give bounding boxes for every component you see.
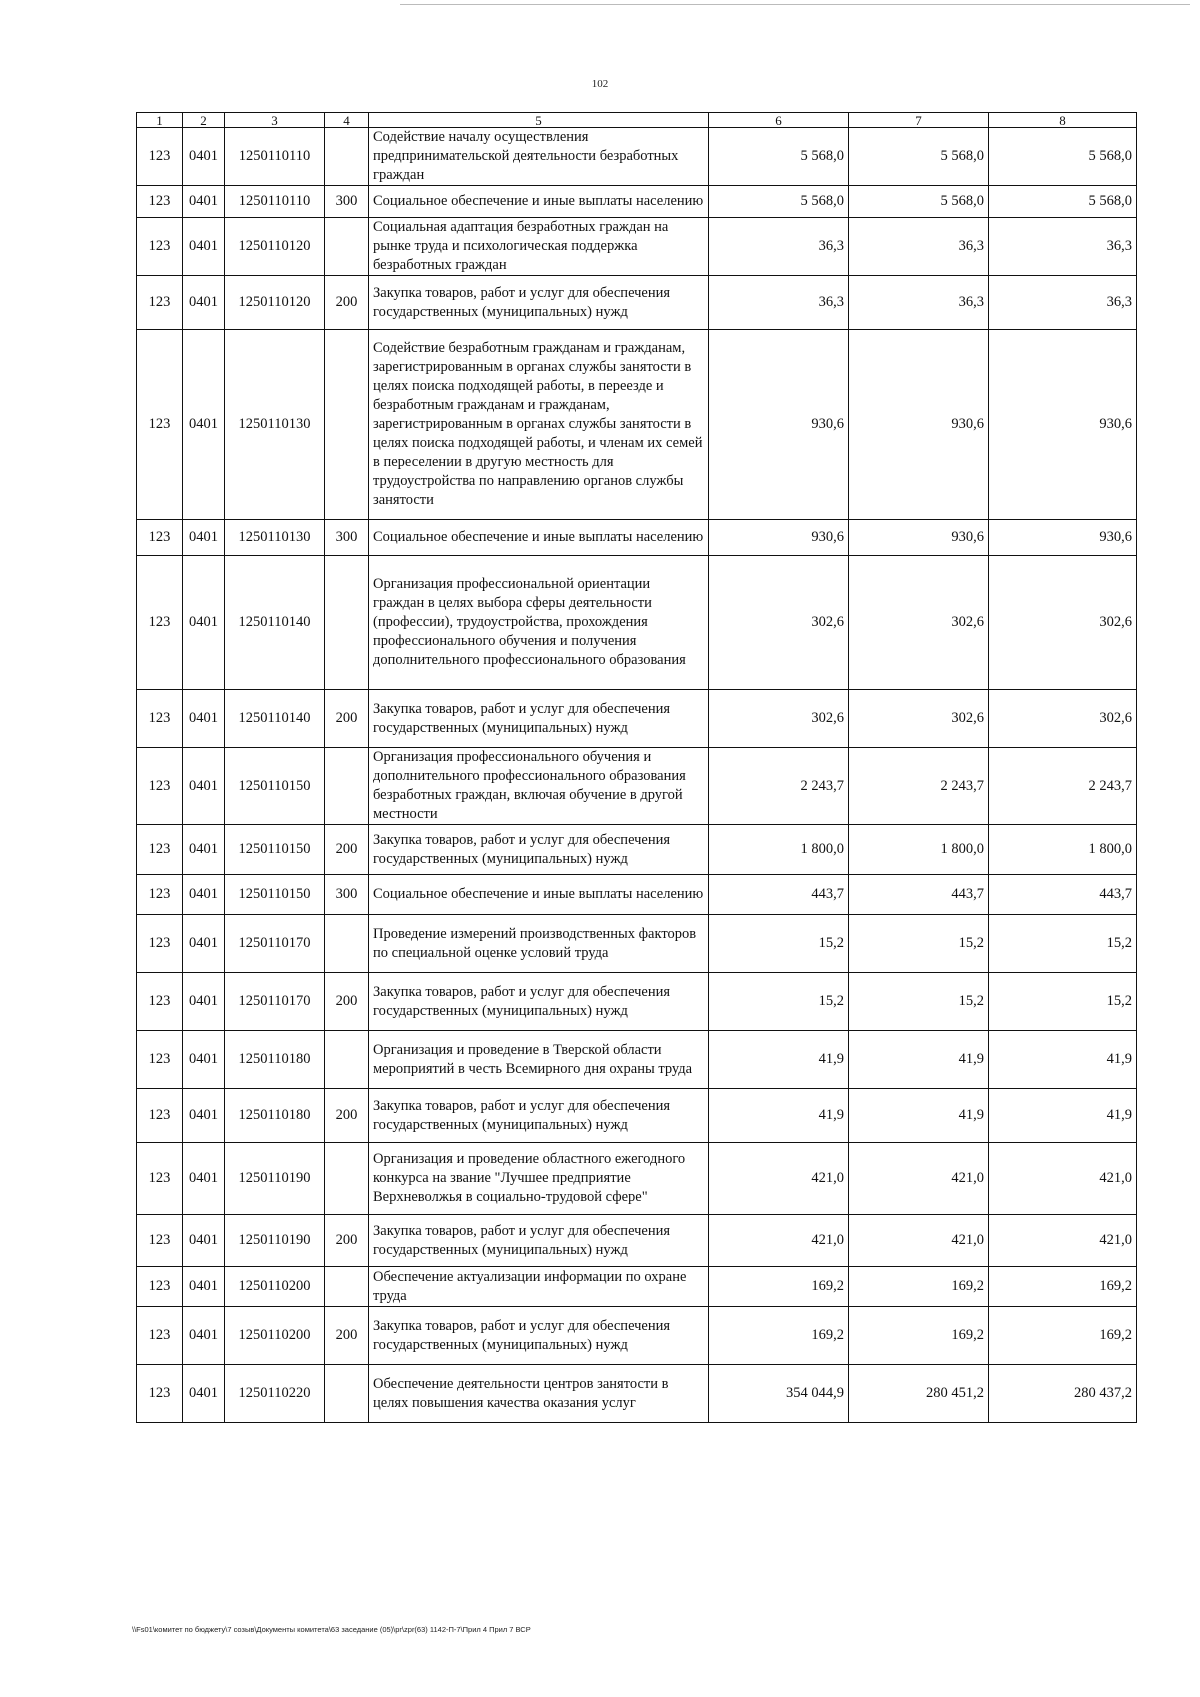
amount-col6-cell: 421,0 [709,1143,849,1215]
page-number: 102 [591,78,609,90]
amount-col6-cell: 354 044,9 [709,1365,849,1423]
grbs-code-cell: 123 [137,1267,183,1307]
table-row [137,1215,1137,1267]
amount-col8-cell: 5 568,0 [989,128,1137,186]
section-code-cell: 0401 [183,1215,225,1267]
table-row [137,690,1137,748]
section-code-cell: 0401 [183,330,225,520]
target-article-cell: 1250110170 [225,973,325,1031]
amount-col6-cell: 5 568,0 [709,128,849,186]
amount-col8-cell: 302,6 [989,690,1137,748]
file-path-footer: \\Fs01\комитет по бюджету\7 созыв\Документы комитета\63 заседание (05)\pr\zpr(63) 1142-П-7\Прил 4 Прил 7 ВСР [132,1625,531,1634]
amount-col6-cell: 15,2 [709,973,849,1031]
description-cell: Содействие безработным гражданам и гражданам, зарегистрированным в органах службы занятости в целях поиска подходящей работы, в переезде и безработным гражданам и гражданам, зарегистрированным в органах службы занятости в целях поиска подходящей работы, и членам их семей в переселении в другую местность для трудоустройства по направлению органов службы занятости [369,330,709,520]
section-code-cell: 0401 [183,1307,225,1365]
amount-col7-cell: 169,2 [849,1267,989,1307]
amount-col7-cell: 280 451,2 [849,1365,989,1423]
target-article-cell: 1250110150 [225,825,325,875]
column-header: 6 [709,113,849,128]
expense-type-cell: 200 [325,276,369,330]
description-cell: Проведение измерений производственных факторов по специальной оценке условий труда [369,915,709,973]
amount-col6-cell: 36,3 [709,218,849,276]
grbs-code-cell: 123 [137,1215,183,1267]
expense-type-cell: 200 [325,1307,369,1365]
table-row [137,915,1137,973]
amount-col8-cell: 302,6 [989,556,1137,690]
column-header: 5 [369,113,709,128]
amount-col8-cell: 36,3 [989,276,1137,330]
description-cell: Содействие началу осуществления предпринимательской деятельности безработных граждан [369,128,709,186]
expense-type-cell [325,748,369,825]
amount-col6-cell: 169,2 [709,1307,849,1365]
amount-col8-cell: 36,3 [989,218,1137,276]
amount-col6-cell: 169,2 [709,1267,849,1307]
section-code-cell: 0401 [183,825,225,875]
expense-type-cell [325,556,369,690]
grbs-code-cell: 123 [137,1365,183,1423]
grbs-code-cell: 123 [137,690,183,748]
amount-col7-cell: 15,2 [849,973,989,1031]
expense-type-cell [325,1031,369,1089]
amount-col7-cell: 302,6 [849,690,989,748]
amount-col7-cell: 41,9 [849,1089,989,1143]
target-article-cell: 1250110150 [225,748,325,825]
table-row [137,1267,1137,1307]
description-cell: Закупка товаров, работ и услуг для обеспечения государственных (муниципальных) нужд [369,276,709,330]
column-header: 2 [183,113,225,128]
amount-col7-cell: 41,9 [849,1031,989,1089]
target-article-cell: 1250110120 [225,276,325,330]
grbs-code-cell: 123 [137,748,183,825]
section-code-cell: 0401 [183,218,225,276]
section-code-cell: 0401 [183,276,225,330]
amount-col8-cell: 2 243,7 [989,748,1137,825]
column-header: 8 [989,113,1137,128]
amount-col8-cell: 15,2 [989,973,1137,1031]
amount-col8-cell: 1 800,0 [989,825,1137,875]
description-cell: Социальное обеспечение и иные выплаты населению [369,875,709,915]
target-article-cell: 1250110130 [225,330,325,520]
column-header: 7 [849,113,989,128]
target-article-cell: 1250110200 [225,1267,325,1307]
description-cell: Социальное обеспечение и иные выплаты населению [369,520,709,556]
amount-col7-cell: 5 568,0 [849,186,989,218]
grbs-code-cell: 123 [137,218,183,276]
table-row [137,1365,1137,1423]
table-row [137,186,1137,218]
target-article-cell: 1250110170 [225,915,325,973]
grbs-code-cell: 123 [137,556,183,690]
amount-col7-cell: 443,7 [849,875,989,915]
amount-col8-cell: 443,7 [989,875,1137,915]
description-cell: Обеспечение актуализации информации по охране труда [369,1267,709,1307]
amount-col7-cell: 2 243,7 [849,748,989,825]
expense-type-cell [325,1267,369,1307]
expense-type-cell: 300 [325,186,369,218]
section-code-cell: 0401 [183,1143,225,1215]
description-cell: Закупка товаров, работ и услуг для обеспечения государственных (муниципальных) нужд [369,690,709,748]
amount-col8-cell: 421,0 [989,1215,1137,1267]
table-row [137,825,1137,875]
grbs-code-cell: 123 [137,1089,183,1143]
amount-col6-cell: 36,3 [709,276,849,330]
target-article-cell: 1250110110 [225,186,325,218]
table-row [137,128,1137,186]
expense-type-cell: 300 [325,520,369,556]
amount-col7-cell: 930,6 [849,330,989,520]
table-row [137,330,1137,520]
section-code-cell: 0401 [183,556,225,690]
grbs-code-cell: 123 [137,1307,183,1365]
section-code-cell: 0401 [183,1089,225,1143]
amount-col8-cell: 169,2 [989,1307,1137,1365]
amount-col6-cell: 2 243,7 [709,748,849,825]
amount-col6-cell: 41,9 [709,1031,849,1089]
expense-type-cell [325,330,369,520]
amount-col6-cell: 41,9 [709,1089,849,1143]
table-row [137,1143,1137,1215]
amount-col6-cell: 15,2 [709,915,849,973]
amount-col8-cell: 930,6 [989,520,1137,556]
table-row [137,520,1137,556]
amount-col7-cell: 1 800,0 [849,825,989,875]
column-header: 3 [225,113,325,128]
table-row [137,218,1137,276]
amount-col6-cell: 302,6 [709,690,849,748]
expense-type-cell: 200 [325,690,369,748]
table-row [137,556,1137,690]
grbs-code-cell: 123 [137,973,183,1031]
expense-type-cell: 200 [325,825,369,875]
amount-col6-cell: 302,6 [709,556,849,690]
amount-col6-cell: 1 800,0 [709,825,849,875]
description-cell: Организация профессионального обучения и дополнительного профессионального образования безработных граждан, включая обучение в другой местности [369,748,709,825]
amount-col8-cell: 41,9 [989,1089,1137,1143]
target-article-cell: 1250110180 [225,1031,325,1089]
target-article-cell: 1250110140 [225,690,325,748]
section-code-cell: 0401 [183,1031,225,1089]
grbs-code-cell: 123 [137,128,183,186]
table-row [137,1089,1137,1143]
table-body [137,128,1137,1423]
description-cell: Закупка товаров, работ и услуг для обеспечения государственных (муниципальных) нужд [369,1307,709,1365]
amount-col8-cell: 15,2 [989,915,1137,973]
section-code-cell: 0401 [183,128,225,186]
amount-col8-cell: 5 568,0 [989,186,1137,218]
amount-col7-cell: 302,6 [849,556,989,690]
section-code-cell: 0401 [183,1267,225,1307]
description-cell: Организация и проведение областного ежегодного конкурса на звание "Лучшее предприятие Верхневолжья в социально-трудовой сфере" [369,1143,709,1215]
table-row [137,973,1137,1031]
grbs-code-cell: 123 [137,915,183,973]
amount-col8-cell: 169,2 [989,1267,1137,1307]
expense-type-cell: 200 [325,973,369,1031]
target-article-cell: 1250110180 [225,1089,325,1143]
description-cell: Закупка товаров, работ и услуг для обеспечения государственных (муниципальных) нужд [369,825,709,875]
expense-type-cell [325,218,369,276]
target-article-cell: 1250110220 [225,1365,325,1423]
expense-type-cell [325,128,369,186]
amount-col6-cell: 443,7 [709,875,849,915]
grbs-code-cell: 123 [137,276,183,330]
amount-col7-cell: 36,3 [849,218,989,276]
grbs-code-cell: 123 [137,520,183,556]
amount-col6-cell: 930,6 [709,520,849,556]
top-scan-line [400,4,1190,5]
description-cell: Обеспечение деятельности центров занятости в целях повышения качества оказания услуг [369,1365,709,1423]
expense-type-cell: 200 [325,1089,369,1143]
description-cell: Закупка товаров, работ и услуг для обеспечения государственных (муниципальных) нужд [369,1215,709,1267]
table-row [137,1031,1137,1089]
table-header-row [137,113,1137,128]
target-article-cell: 1250110150 [225,875,325,915]
description-cell: Организация профессиональной ориентации граждан в целях выбора сферы деятельности (профессии), трудоустройства, прохождения профессионального обучения и получения дополнительного профессионального образования [369,556,709,690]
target-article-cell: 1250110140 [225,556,325,690]
budget-table [136,112,1137,1423]
amount-col7-cell: 36,3 [849,276,989,330]
expense-type-cell [325,1143,369,1215]
target-article-cell: 1250110190 [225,1143,325,1215]
target-article-cell: 1250110190 [225,1215,325,1267]
description-cell: Закупка товаров, работ и услуг для обеспечения государственных (муниципальных) нужд [369,973,709,1031]
expense-type-cell: 200 [325,1215,369,1267]
grbs-code-cell: 123 [137,825,183,875]
section-code-cell: 0401 [183,690,225,748]
table-row [137,276,1137,330]
amount-col8-cell: 421,0 [989,1143,1137,1215]
amount-col6-cell: 421,0 [709,1215,849,1267]
amount-col7-cell: 169,2 [849,1307,989,1365]
amount-col7-cell: 421,0 [849,1215,989,1267]
amount-col7-cell: 15,2 [849,915,989,973]
description-cell: Социальное обеспечение и иные выплаты населению [369,186,709,218]
section-code-cell: 0401 [183,1365,225,1423]
section-code-cell: 0401 [183,520,225,556]
table-row [137,748,1137,825]
description-cell: Социальная адаптация безработных граждан на рынке труда и психологическая поддержка безработных граждан [369,218,709,276]
section-code-cell: 0401 [183,915,225,973]
amount-col7-cell: 5 568,0 [849,128,989,186]
table-row [137,875,1137,915]
amount-col7-cell: 421,0 [849,1143,989,1215]
description-cell: Закупка товаров, работ и услуг для обеспечения государственных (муниципальных) нужд [369,1089,709,1143]
expense-type-cell [325,915,369,973]
column-header: 1 [137,113,183,128]
amount-col6-cell: 5 568,0 [709,186,849,218]
grbs-code-cell: 123 [137,1143,183,1215]
section-code-cell: 0401 [183,875,225,915]
amount-col8-cell: 41,9 [989,1031,1137,1089]
amount-col6-cell: 930,6 [709,330,849,520]
section-code-cell: 0401 [183,748,225,825]
amount-col8-cell: 930,6 [989,330,1137,520]
grbs-code-cell: 123 [137,186,183,218]
target-article-cell: 1250110120 [225,218,325,276]
expense-type-cell [325,1365,369,1423]
target-article-cell: 1250110200 [225,1307,325,1365]
expense-type-cell: 300 [325,875,369,915]
amount-col8-cell: 280 437,2 [989,1365,1137,1423]
target-article-cell: 1250110110 [225,128,325,186]
section-code-cell: 0401 [183,973,225,1031]
grbs-code-cell: 123 [137,1031,183,1089]
grbs-code-cell: 123 [137,875,183,915]
section-code-cell: 0401 [183,186,225,218]
target-article-cell: 1250110130 [225,520,325,556]
table-row [137,1307,1137,1365]
amount-col7-cell: 930,6 [849,520,989,556]
column-header: 4 [325,113,369,128]
grbs-code-cell: 123 [137,330,183,520]
description-cell: Организация и проведение в Тверской области мероприятий в честь Всемирного дня охраны труда [369,1031,709,1089]
